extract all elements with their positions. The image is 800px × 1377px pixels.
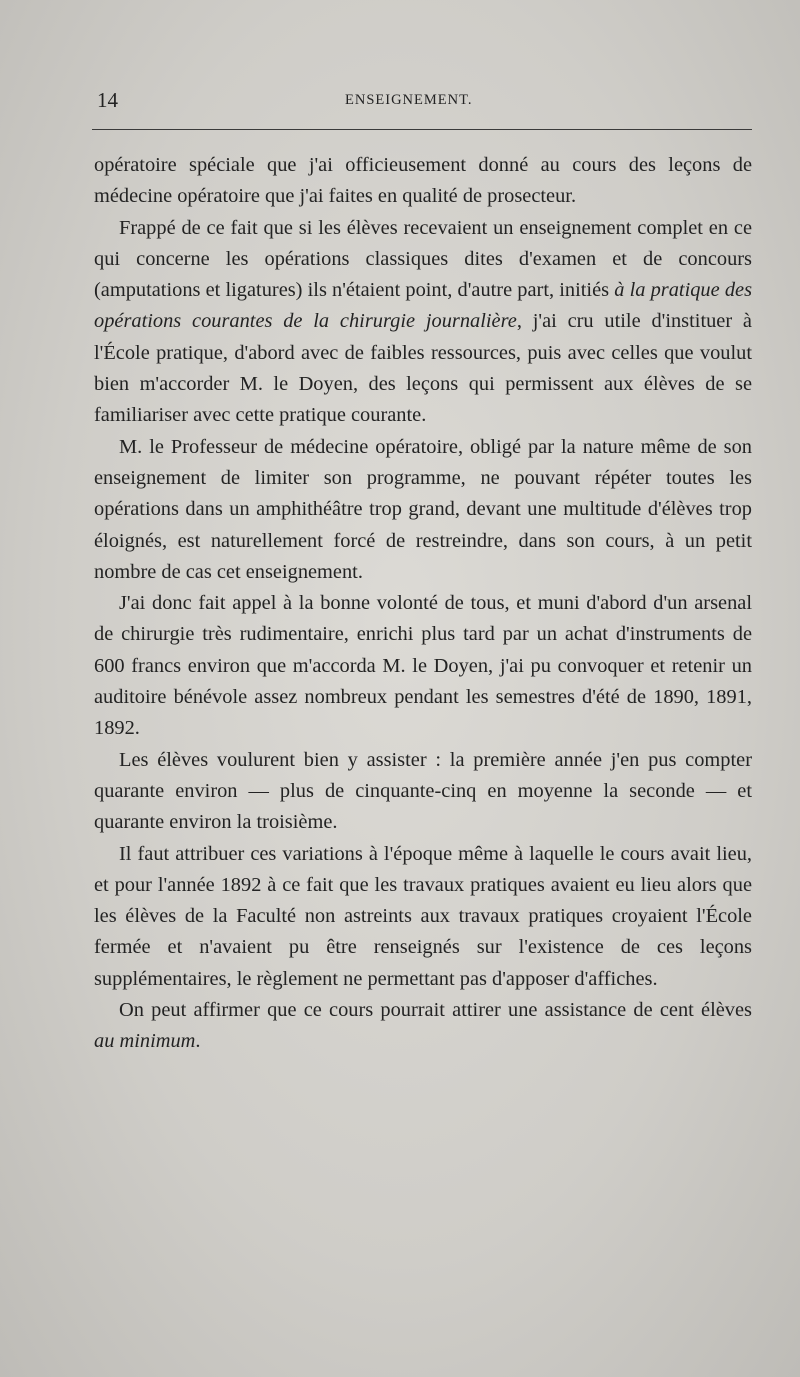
body-text	[94, 150, 752, 1058]
paragraph-text: Il faut attribuer ces variations à l'époque même à laquelle le cours avait lieu, et pour l'année 1892 à ce fait que les travaux pratiques avaient eu lieu alors que les élèves de la Faculté non astreints aux travaux pratiques croyaient l'École fermée et n'avaient pu être renseignés sur l'existence de ces leçons supplémentaires, le règlement ne permettant pas d'apposer d'affiches.	[94, 842, 752, 990]
page-header	[95, 88, 750, 114]
paragraph-text: J'ai donc fait appel à la bonne volonté de tous, et muni d'abord d'un arsenal de chirurgie très rudimentaire, enrichi plus tard par un achat d'instruments de 600 francs environ que m'accorda M. le Doyen, j'ai pu convoquer et retenir un auditoire bénévole assez nombreux pendant les semestres d'été de 1890, 1891, 1892.	[94, 592, 752, 740]
paragraph	[94, 839, 752, 995]
paragraph	[94, 588, 752, 744]
page-number: 14	[97, 88, 118, 112]
header-rule	[92, 129, 752, 130]
paragraph-text: M. le Professeur de médecine opératoire, obligé par la nature même de son enseignement de limiter son programme, ne pouvant répéter toutes les opérations dans un amphithéâtre trop grand, devant une multitude d'élèves trop éloignés, est naturellement forcé de restreindre, dans son cours, à un petit nombre de cas cet enseignement.	[94, 435, 752, 583]
paragraph-text: .	[195, 1030, 201, 1053]
paragraph-text: Frappé de ce fait que si les élèves recevaient un enseignement complet en ce qui concerne les opérations classiques dites d'examen et de concours (amputations et ligatures) ils n'étaient point, d'autre part, initiés	[94, 216, 752, 302]
paragraph-text: , j'ai cru utile d'instituer à l'École pratique, d'abord avec de faibles ressources, puis avec celles que voulut bien m'accorder M. le Doyen, des leçons qui permissent aux élèves de se familiariser avec cette pratique courante.	[94, 310, 752, 427]
italic-phrase: à la pratique des opérations courantes de la chirurgie journalière	[94, 279, 752, 333]
paragraph	[94, 995, 752, 1058]
paragraph-text: On peut affirmer que ce cours pourrait attirer une assistance de cent élèves	[119, 999, 752, 1022]
italic-phrase: au minimum	[94, 1030, 196, 1053]
paragraph	[94, 745, 752, 839]
paragraph-text: opératoire spéciale que j'ai officieusement donné au cours des leçons de médecine opératoire que j'ai faites en qualité de prosecteur.	[94, 154, 752, 208]
paragraph	[94, 213, 752, 432]
running-head: ENSEIGNEMENT.	[345, 92, 473, 108]
paragraph-continued	[94, 150, 752, 213]
paragraph-text: Les élèves voulurent bien y assister : la première année j'en pus compter quarante environ — plus de cinquante-cinq en moyenne la seconde — et quarante environ la troisième.	[94, 748, 752, 834]
paragraph	[94, 432, 752, 588]
